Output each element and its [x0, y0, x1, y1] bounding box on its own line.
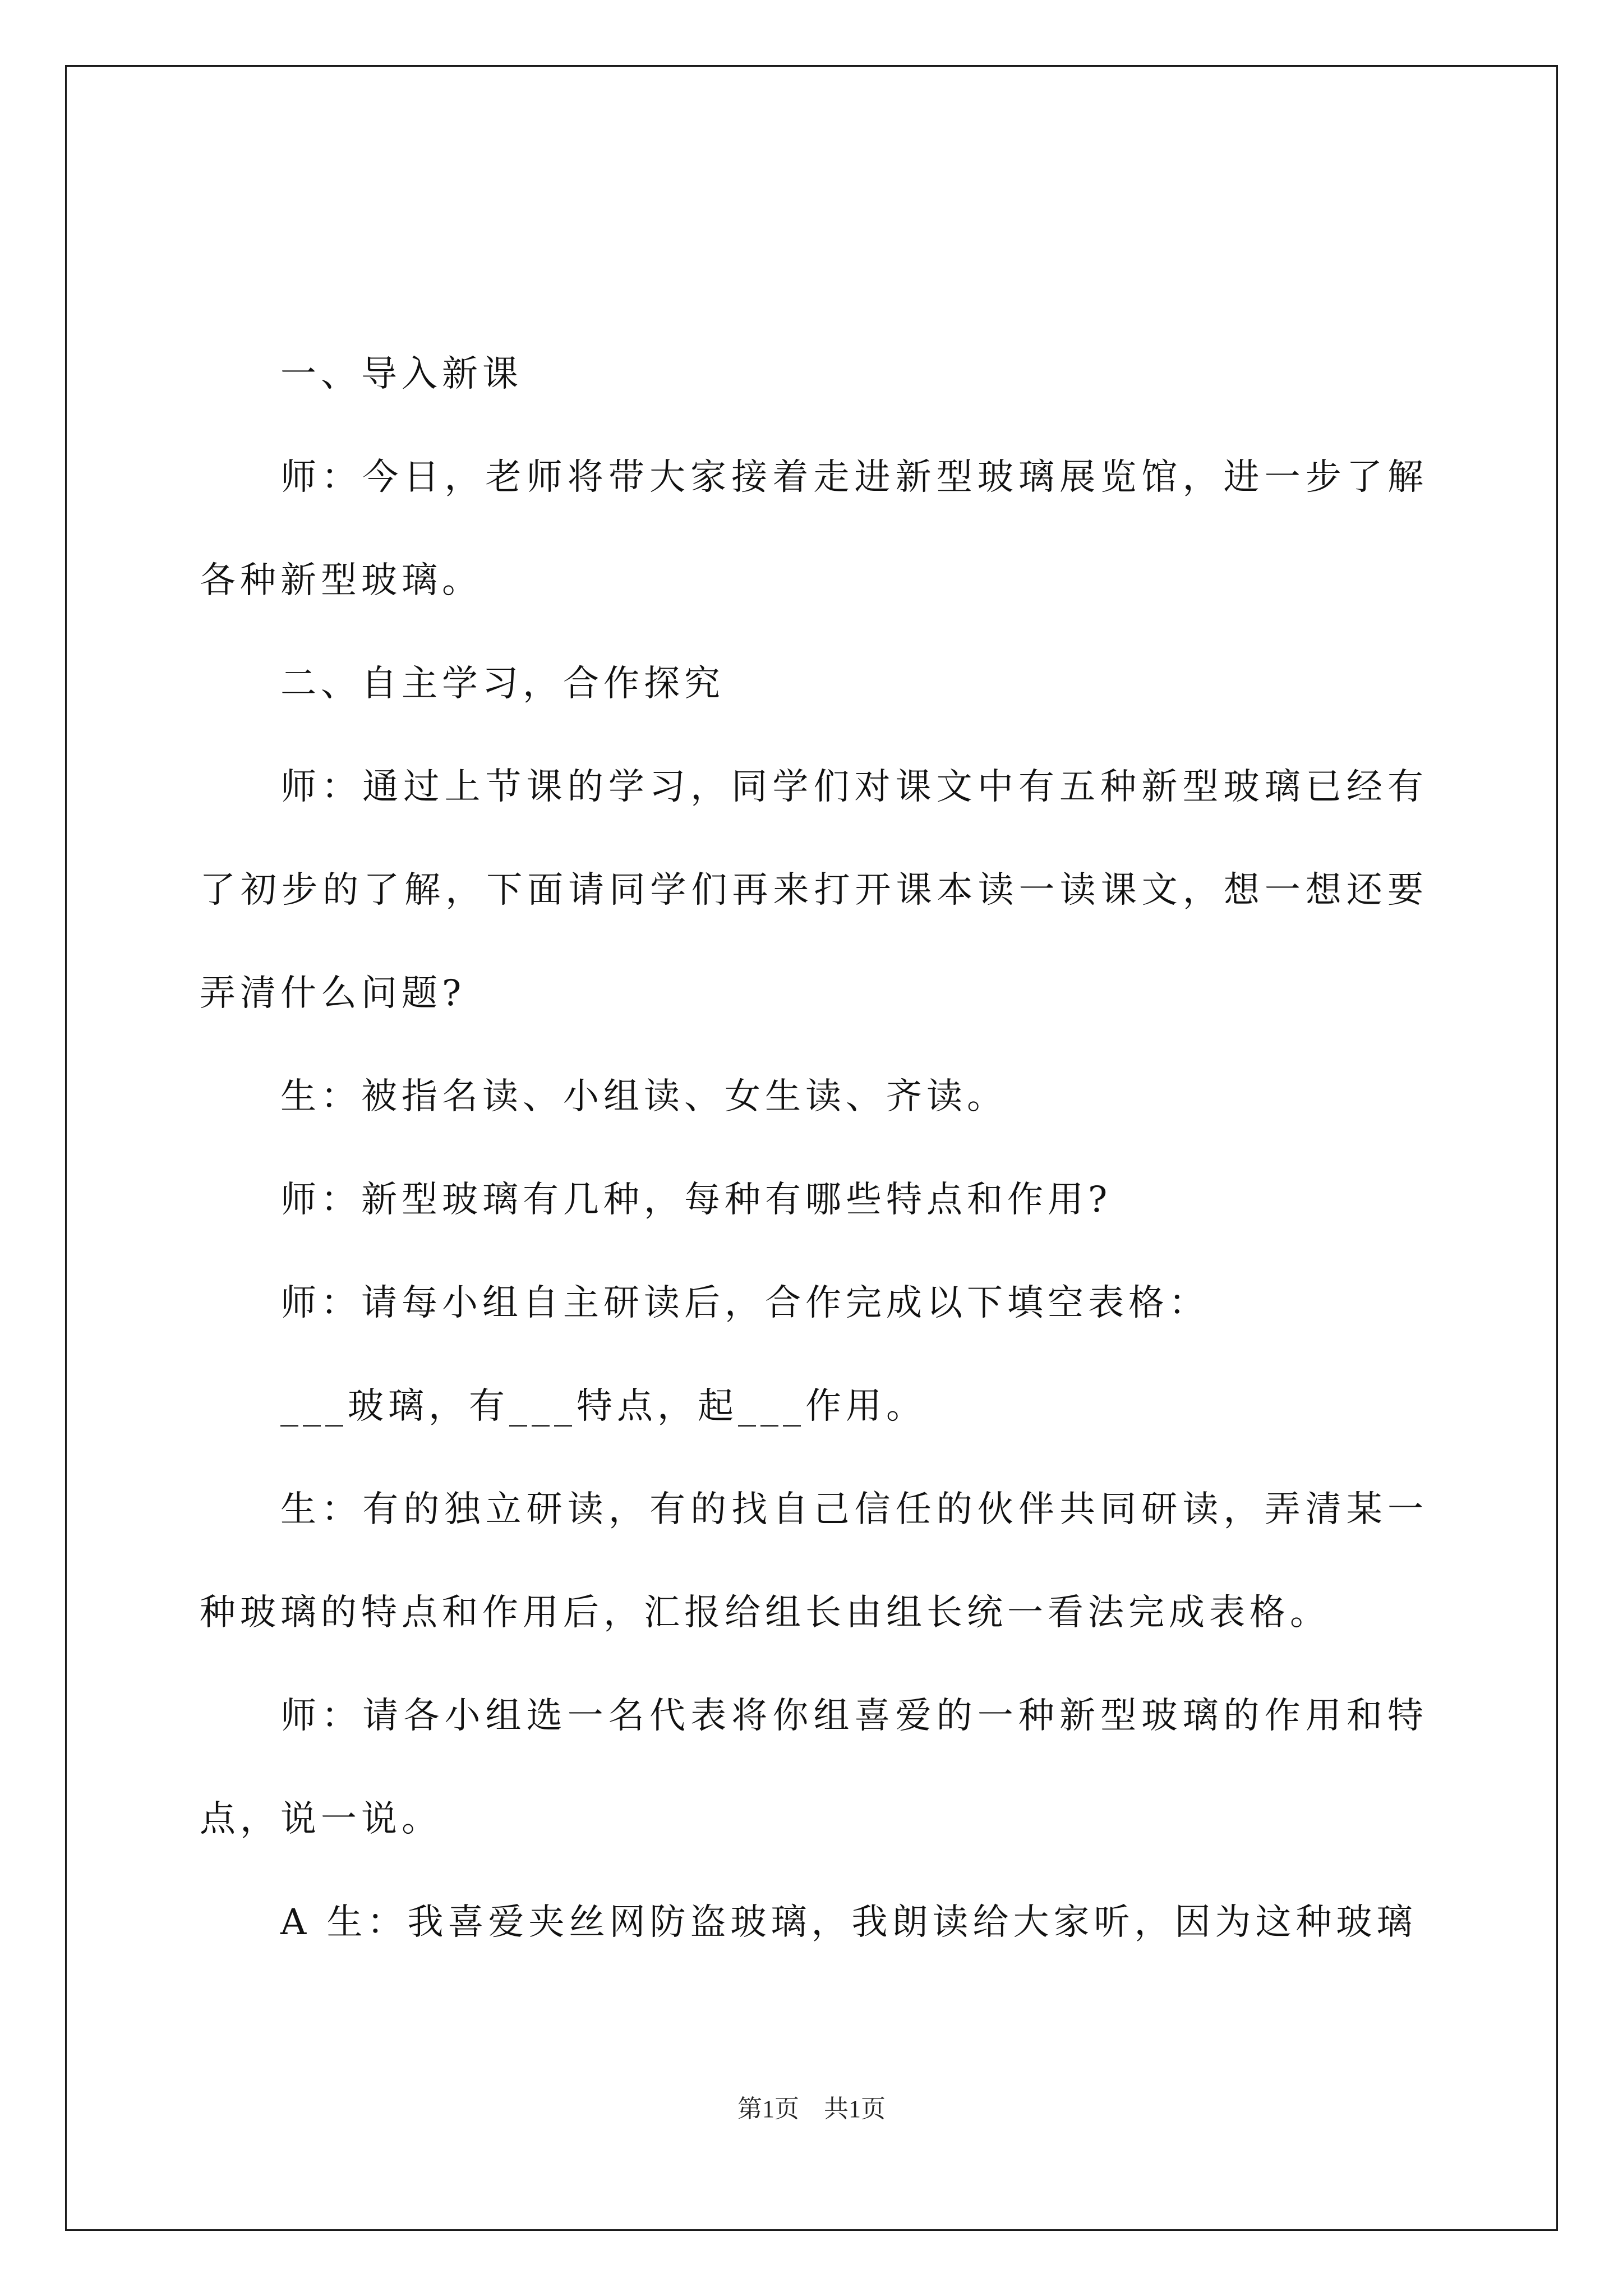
document-body: [200, 323, 1428, 1974]
paragraph: 师：通过上节课的学习，同学们对课文中有五种新型玻璃已经有了初步的了解，下面请同学们再来打开课本读一读课文，想一想还要弄清什么问题?: [200, 766, 1428, 1014]
paragraph: 师：今日，老师将带大家接着走进新型玻璃展览馆，进一步了解各种新型玻璃。: [200, 457, 1428, 601]
paragraph: 师：请各小组选一名代表将你组喜爱的一种新型玻璃的作用和特点，说一说。: [200, 1695, 1428, 1840]
paragraph: 生：被指名读、小组读、女生读、齐读。: [280, 1076, 1007, 1117]
page-number: 第1页: [737, 2095, 799, 2123]
fill-in-blank-template: ___玻璃，有___特点，起___作用。: [280, 1386, 926, 1427]
paragraph: 师：请每小组自主研读后，合作完成以下填空表格：: [280, 1282, 1209, 1324]
paragraph: 师：新型玻璃有几种，每种有哪些特点和作用?: [280, 1179, 1112, 1221]
paragraph: A 生：我喜爱夹丝网防盗玻璃，我朗读给大家听，因为这种玻璃: [280, 1902, 1417, 1943]
page-total: 共1页: [824, 2095, 886, 2123]
page-footer: [0, 2092, 1623, 2126]
section-heading-intro: 一、导入新课: [280, 353, 523, 395]
section-heading-study: 二、自主学习，合作探究: [280, 663, 725, 705]
paragraph: 生：有的独立研读，有的找自己信任的伙伴共同研读，弄清某一种玻璃的特点和作用后，汇报给组长由组长统一看法完成表格。: [200, 1489, 1428, 1634]
